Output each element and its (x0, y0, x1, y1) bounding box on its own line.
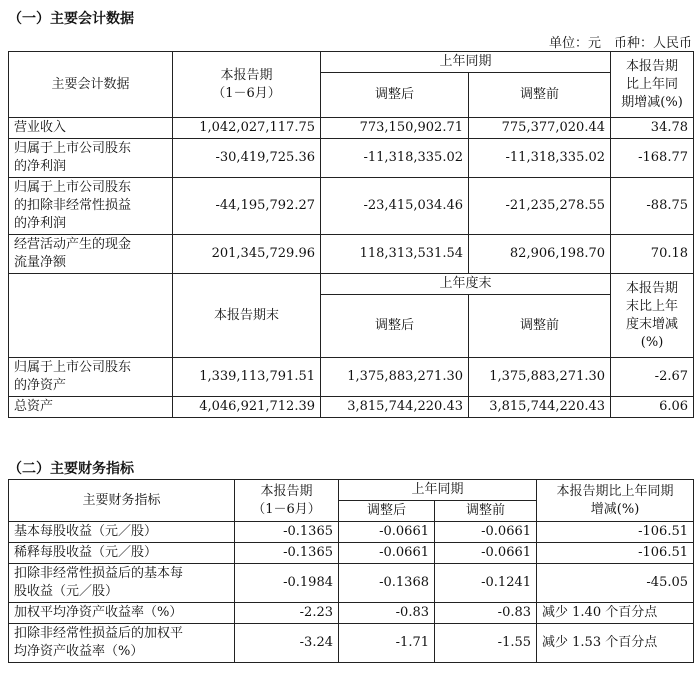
value-adjusted-before: 775,377,020.44 (469, 118, 611, 139)
value-current: -0.1365 (235, 543, 339, 564)
header-row (9, 52, 694, 73)
value-adjusted-after: 1,375,883,271.30 (321, 358, 469, 397)
header-item: 主要财务指标 (9, 480, 235, 522)
table-row (9, 603, 694, 624)
table-row (9, 397, 694, 418)
value-change: -106.51 (537, 522, 694, 543)
value-adjusted-before: 1,375,883,271.30 (469, 358, 611, 397)
value-adjusted-after: -23,415,034.46 (321, 178, 469, 235)
value-current: 1,042,027,117.75 (173, 118, 321, 139)
value-change: 减少 1.40 个百分点 (537, 603, 694, 624)
value-change: -88.75 (611, 178, 694, 235)
financial-indicators-table (8, 479, 694, 663)
value-change: 6.06 (611, 397, 694, 418)
row-label: 加权平均净资产收益率（%） (9, 603, 235, 624)
value-current: 4,046,921,712.39 (173, 397, 321, 418)
value-adjusted-after: -1.71 (339, 624, 435, 663)
value-current: -30,419,725.36 (173, 139, 321, 178)
value-current: -2.23 (235, 603, 339, 624)
value-adjusted-after: -11,318,335.02 (321, 139, 469, 178)
header-change: 本报告期比上年同期 增减(%) (537, 480, 694, 522)
table-row (9, 564, 694, 603)
row-label: 归属于上市公司股东 的净利润 (9, 139, 173, 178)
value-adjusted-after: -0.1368 (339, 564, 435, 603)
value-adjusted-after: 3,815,744,220.43 (321, 397, 469, 418)
value-adjusted-before: 82,906,198.70 (469, 235, 611, 274)
table-row (9, 543, 694, 564)
value-adjusted-before: -0.1241 (435, 564, 537, 603)
row-label: 扣除非经常性损益后的基本每 股收益（元／股） (9, 564, 235, 603)
header-adjusted-after: 调整后 (321, 295, 469, 358)
value-change: -2.67 (611, 358, 694, 397)
table-row (9, 624, 694, 663)
value-adjusted-before: -21,235,278.55 (469, 178, 611, 235)
table-row (9, 139, 694, 178)
value-change: -45.05 (537, 564, 694, 603)
value-current: -0.1984 (235, 564, 339, 603)
header-prior: 上年同期 (321, 52, 611, 73)
header-adjusted-after: 调整后 (339, 501, 435, 522)
value-adjusted-before: -1.55 (435, 624, 537, 663)
section1-heading: （一）主要会计数据 (8, 11, 134, 27)
section2-heading: （二）主要财务指标 (8, 461, 134, 477)
value-current: 1,339,113,791.51 (173, 358, 321, 397)
header-change: 本报告期 末比上年 度末增减 (%) (611, 274, 694, 358)
unit-label: 单位：元 币种：人民币 (548, 36, 692, 51)
row-label: 归属于上市公司股东 的净资产 (9, 358, 173, 397)
table-row (9, 522, 694, 543)
header-prior: 上年同期 (339, 480, 537, 501)
value-adjusted-before: 3,815,744,220.43 (469, 397, 611, 418)
table-row (9, 178, 694, 235)
header-blank (9, 274, 173, 358)
header-adjusted-before: 调整前 (469, 73, 611, 118)
row-label: 营业收入 (9, 118, 173, 139)
value-adjusted-after: -0.0661 (339, 522, 435, 543)
value-change: 减少 1.53 个百分点 (537, 624, 694, 663)
row-label: 经营活动产生的现金 流量净额 (9, 235, 173, 274)
value-current: -3.24 (235, 624, 339, 663)
row-label: 稀释每股收益（元／股） (9, 543, 235, 564)
header-adjusted-before: 调整前 (469, 295, 611, 358)
value-current: -44,195,792.27 (173, 178, 321, 235)
table-row (9, 358, 694, 397)
value-adjusted-before: -0.0661 (435, 543, 537, 564)
header-change: 本报告期 比上年同 期增减(%) (611, 52, 694, 118)
header-row (9, 480, 694, 501)
row-label: 扣除非经常性损益后的加权平 均净资产收益率（%） (9, 624, 235, 663)
value-adjusted-before: -0.83 (435, 603, 537, 624)
header-current: 本报告期 （1－6月） (173, 52, 321, 118)
value-adjusted-after: 118,313,531.54 (321, 235, 469, 274)
value-adjusted-after: 773,150,902.71 (321, 118, 469, 139)
value-adjusted-after: -0.0661 (339, 543, 435, 564)
header-prior-year-end: 上年度末 (321, 274, 611, 295)
row-label: 总资产 (9, 397, 173, 418)
header-adjusted-before: 调整前 (435, 501, 537, 522)
table-row (9, 118, 694, 139)
value-adjusted-before: -11,318,335.02 (469, 139, 611, 178)
header-row (9, 274, 694, 295)
header-item: 主要会计数据 (9, 52, 173, 118)
value-adjusted-after: -0.83 (339, 603, 435, 624)
row-label: 基本每股收益（元／股） (9, 522, 235, 543)
value-change: 34.78 (611, 118, 694, 139)
accounting-data-table (8, 51, 694, 418)
header-adjusted-after: 调整后 (321, 73, 469, 118)
value-change: -106.51 (537, 543, 694, 564)
value-current: 201,345,729.96 (173, 235, 321, 274)
header-period-end: 本报告期末 (173, 274, 321, 358)
value-adjusted-before: -0.0661 (435, 522, 537, 543)
header-current: 本报告期 （1－6月） (235, 480, 339, 522)
value-change: 70.18 (611, 235, 694, 274)
value-current: -0.1365 (235, 522, 339, 543)
row-label: 归属于上市公司股东 的扣除非经常性损益 的净利润 (9, 178, 173, 235)
value-change: -168.77 (611, 139, 694, 178)
table-row (9, 235, 694, 274)
